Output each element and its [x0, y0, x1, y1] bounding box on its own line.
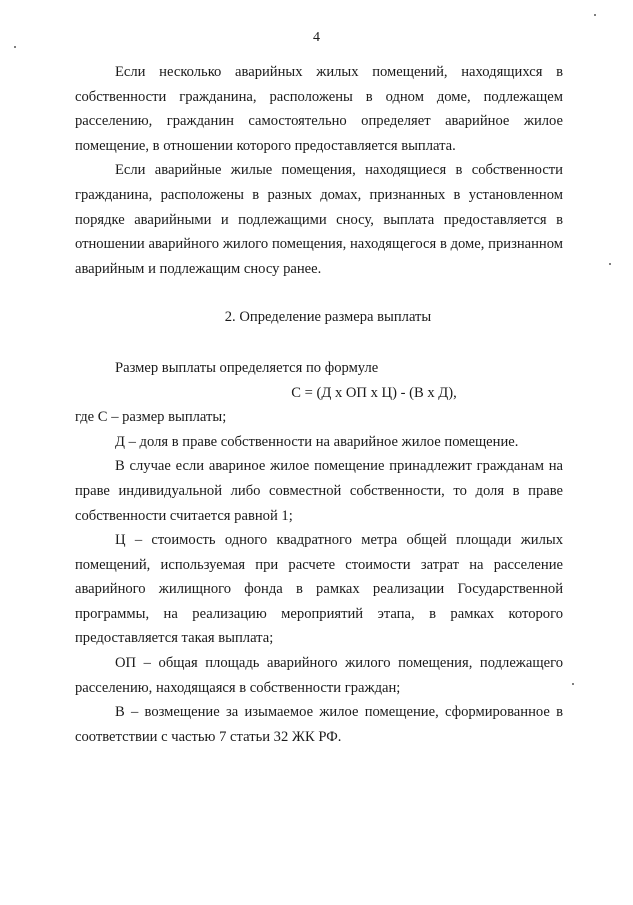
scan-speck — [572, 683, 574, 685]
formula: С = (Д х ОП х Ц) - (В х Д), — [291, 384, 457, 401]
paragraph: ОП – общая площадь аварийного жилого помещения, подлежащего расселению, находящаяся в собственности граждан; — [75, 655, 563, 696]
scan-speck — [609, 263, 611, 265]
paragraph: Д – доля в праве собственности на аварийное жилое помещение. — [115, 433, 519, 450]
paragraph: В – возмещение за изымаемое жилое помещение, сформированное в соответствии с частью 7 статьи 32 ЖК РФ. — [75, 704, 563, 745]
scan-speck — [14, 46, 16, 48]
scan-speck — [594, 14, 596, 16]
paragraph: Если аварийные жилые помещения, находящиеся в собственности гражданина, расположены в разных домах, признанных в установленном порядке аварийными и подлежащими сносу, выплата предоставляется в отношении аварийного жилого помещения, находящегося в доме, признанном аварийным и подлежащим сносу ранее. — [75, 162, 563, 277]
section-heading: 2. Определение размера выплаты — [224, 309, 432, 326]
paragraph: В случае если авариное жилое помещение принадлежит гражданам на праве индивидуальной либо совместной собственности, то доля в праве собственности считается равной 1; — [75, 458, 563, 524]
formula-where-c: где С – размер выплаты; — [75, 409, 227, 426]
page-number: 4 — [313, 30, 320, 45]
document-body — [75, 60, 563, 749]
formula-intro: Размер выплаты определяется по формуле — [115, 359, 379, 376]
paragraph: Ц – стоимость одного квадратного метра общей площади жилых помещений, используемая при расчете стоимости затрат на расселение аварийного жилищного фонда в рамках реализации Государственной программы, на реализацию мероприятий этапа, в рамках которого предоставляется такая выплата; — [75, 532, 563, 647]
paragraph: Если несколько аварийных жилых помещений, находящихся в собственности гражданина, расположены в одном доме, подлежащем расселению, гражданин самостоятельно определяет аварийное жилое помещение, в отношении которого предоставляется выплата. — [75, 64, 563, 154]
